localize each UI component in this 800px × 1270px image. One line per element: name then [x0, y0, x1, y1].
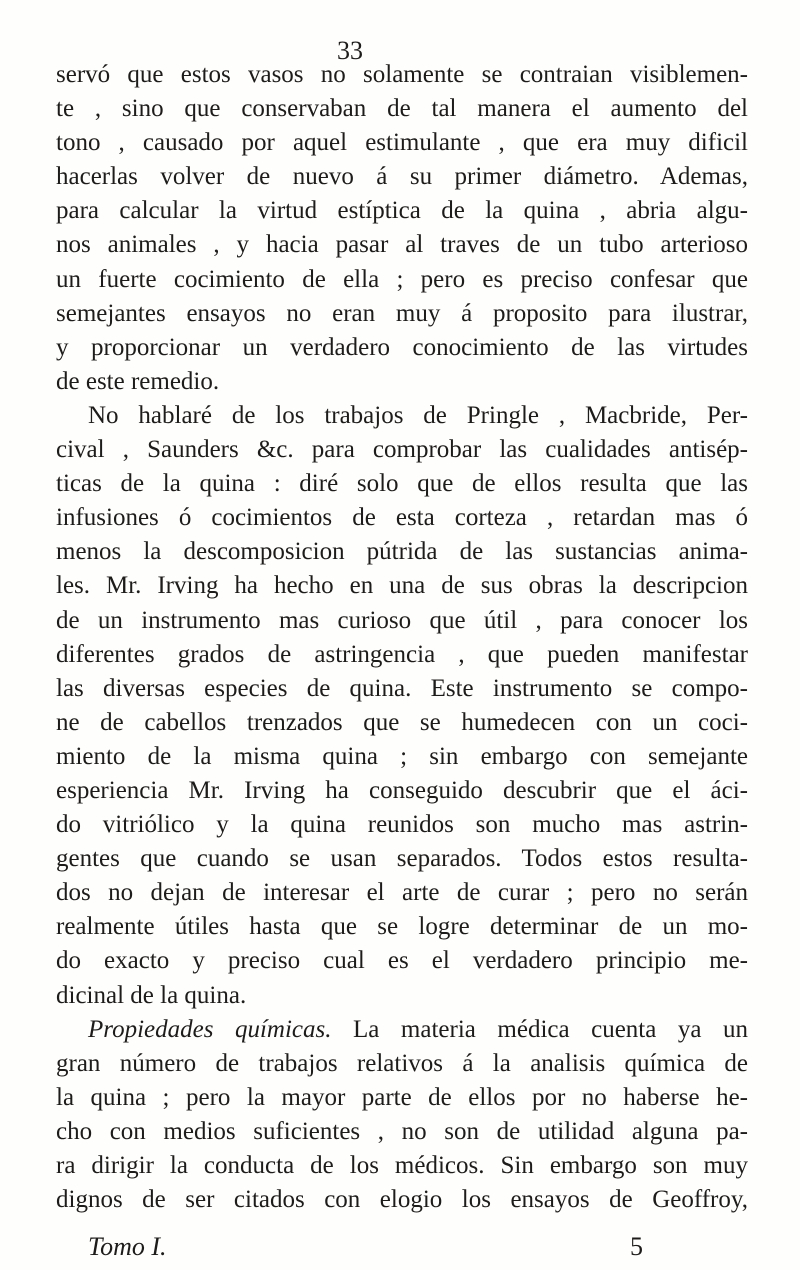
text-line: servó que estos vasos no solamente se contraian visiblemen- [56, 61, 748, 88]
text-line: de este remedio. [56, 367, 220, 395]
text-line: gran número de trabajos relativos á la analisis química de [56, 1049, 748, 1077]
signature-mark: 5 [630, 1232, 643, 1261]
text-line: semejantes ensayos no eran muy á proposito para ilustrar, [56, 299, 748, 327]
text-line: las diversas especies de quina. Este instrumento se compo- [56, 674, 748, 702]
text-line: miento de la misma quina ; sin embargo con semejante [56, 742, 748, 770]
text-line: hacerlas volver de nuevo á su primer diámetro. Ademas, [56, 163, 748, 191]
text-line: dicinal de la quina. [56, 981, 247, 1009]
text-line: tono , causado por aquel estimulante , que era muy dificil [56, 129, 748, 157]
text-line: ra dirigir la conducta de los médicos. Sin embargo son muy [56, 1152, 748, 1179]
text-line: do vitriólico y la quina reunidos son mucho mas astrin- [56, 811, 748, 839]
text-line: do exacto y preciso cual es el verdadero principio me- [56, 947, 748, 975]
text-line: No hablaré de los trabajos de Pringle , Macbride, Per- [88, 401, 748, 429]
text-line: realmente útiles hasta que se logre determinar de un mo- [56, 913, 748, 941]
text-line-rest: La materia médica cuenta ya un [353, 1015, 748, 1043]
text-line: diferentes grados de astringencia , que pueden manifestar [56, 640, 748, 668]
text-line: dos no dejan de interesar el arte de curar ; pero no serán [56, 879, 748, 907]
text-line: de un instrumento mas curioso que útil , para conocer los [56, 606, 748, 634]
page-number: 33 [337, 36, 363, 65]
text-line: para calcular la virtud estíptica de la quina , abria algu- [56, 197, 748, 225]
text-line: cho con medios suficientes , no son de utilidad alguna pa- [56, 1117, 748, 1145]
text-line: infusiones ó cocimientos de esta corteza , retardan mas ó [56, 504, 748, 532]
text-line: dignos de ser citados con elogio los ensayos de Geoffroy, [56, 1186, 748, 1214]
text-line: ne de cabellos trenzados que se humedecen con un coci- [56, 708, 748, 736]
text-line: ticas de la quina : diré solo que de ellos resulta que las [56, 470, 748, 498]
volume-label: Tomo I. [88, 1232, 167, 1261]
body-text [56, 58, 748, 1217]
text-line: y proporcionar un verdadero conocimiento de las virtudes [56, 333, 748, 361]
text-line: gentes que cuando se usan separados. Todos estos resulta- [56, 845, 748, 873]
text-line: esperiencia Mr. Irving ha conseguido descubrir que el áci- [56, 776, 748, 804]
section-heading: Propiedades químicas. [88, 1015, 332, 1043]
text-line: la quina ; pero la mayor parte de ellos por no haberse he- [56, 1083, 748, 1111]
text-line: les. Mr. Irving ha hecho en una de sus obras la descripcion [56, 572, 748, 600]
text-line: un fuerte cocimiento de ella ; pero es preciso confesar que [56, 265, 748, 293]
text-line: cival , Saunders &c. para comprobar las cualidades antisép- [56, 436, 748, 464]
text-line [56, 1013, 748, 1047]
text-line: menos la descomposicion pútrida de las sustancias anima- [56, 538, 748, 566]
text-line: te , sino que conservaban de tal manera el aumento del [56, 95, 748, 123]
text-line: nos animales , y hacia pasar al traves de un tubo arterioso [56, 231, 748, 259]
